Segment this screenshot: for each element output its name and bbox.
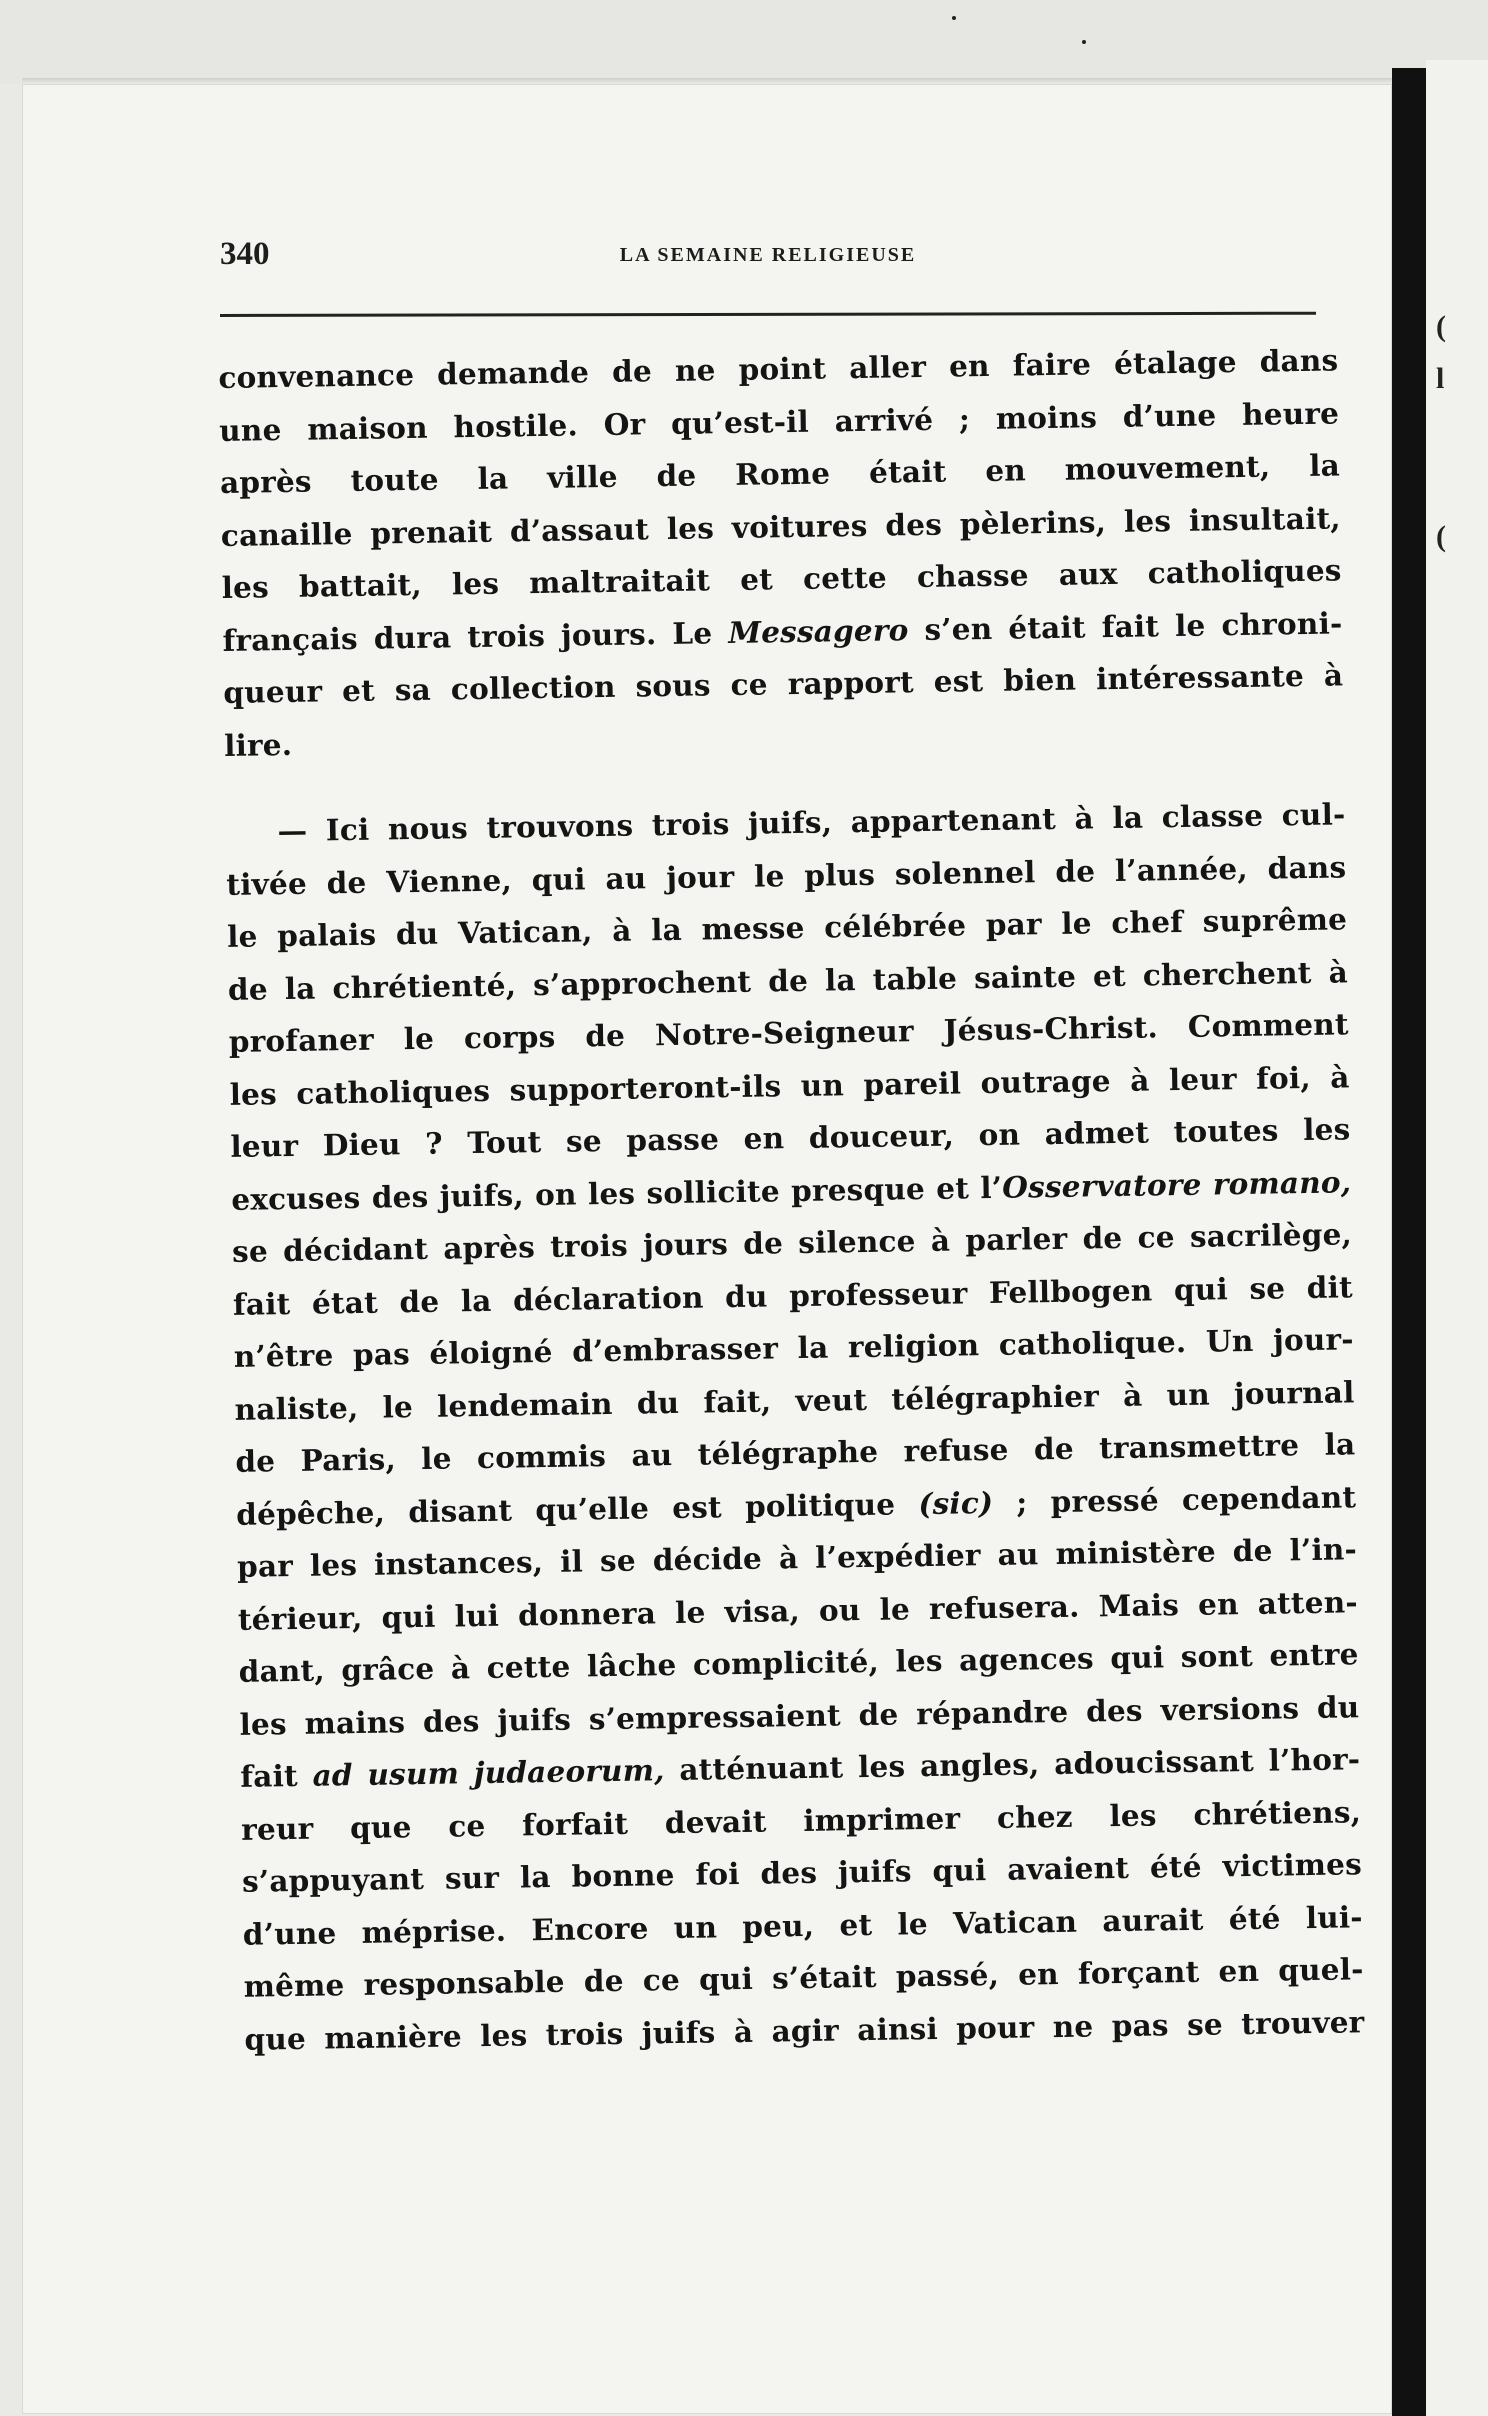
text-line: une maison hostile. Or qu’est-il arrivé ; moins d’une heure	[218, 394, 1340, 448]
text-run: excuses des juifs, on les sollicite presque et l’	[231, 1169, 1003, 1217]
text-line: d’une méprise. Encore un peu, et le Vatican aurait été lui-	[242, 1898, 1363, 1952]
text-line: les battait, les maltraitait et cette chasse aux catholiques	[221, 552, 1342, 605]
text-line: naliste, le lendemain du fait, veut télégraphier à un journal	[234, 1373, 1355, 1427]
text-line: convenance demande de ne point aller en faire étalage dans	[218, 342, 1339, 395]
italic-title: Messagero	[728, 611, 909, 650]
text-line: fait état de la déclaration du professeur Fellbogen qui se dit	[232, 1268, 1354, 1322]
facing-page-fragment: (	[1436, 520, 1446, 553]
paragraph-2	[225, 788, 1365, 2065]
text-run: ; pressé cependant	[992, 1478, 1357, 1520]
text-run: français dura trois jours. Le	[222, 614, 729, 658]
text-line: tivée de Vienne, qui au jour le plus solennel de l’année, dans	[226, 848, 1347, 902]
text-line: le palais du Vatican, à la messe célébrée par le chef suprême	[226, 901, 1348, 954]
italic-sic: (sic)	[918, 1484, 994, 1521]
text-line: térieur, qui lui donnera le visa, ou le refusera. Mais en atten-	[237, 1583, 1359, 1637]
scan-margin-top	[0, 0, 1488, 84]
text-line: se décidant après trois jours de silence à parler de ce sacrilège,	[231, 1216, 1353, 1269]
facing-page-fragment: (	[1436, 310, 1446, 343]
facing-page-edge	[1426, 60, 1488, 2416]
text-run: dépêche, disant qu’elle est politique	[235, 1485, 919, 1532]
text-line: s’appuyant sur la bonne foi des juifs qui avaient été victimes	[241, 1846, 1363, 1899]
text-line: dant, grâce à cette lâche complicité, les agences qui sont entre	[238, 1636, 1359, 1689]
text-line: lire.	[223, 726, 293, 763]
text-line: canaille prenait d’assaut les voitures des pèlerins, les insultait,	[220, 499, 1342, 553]
facing-page-fragment: l	[1436, 362, 1445, 395]
text-line: par les instances, il se décide à l’expédier au ministère de l’in-	[236, 1531, 1358, 1584]
text-line: les catholiques supporteront-ils un pareil outrage à leur foi, à	[229, 1058, 1350, 1112]
scan-speck	[952, 16, 956, 20]
text-line: — Ici nous trouvons trois juifs, appartenant à la classe cul-	[277, 796, 1346, 849]
text-line: après toute la ville de Rome était en mouvement, la	[219, 447, 1341, 500]
text-line: reur que ce forfait devait imprimer chez les chrétiens,	[240, 1793, 1362, 1847]
italic-latin: ad usum judaeorum,	[312, 1752, 665, 1793]
text-line: profaner le corps de Notre-Seigneur Jésus-Christ. Comment	[228, 1006, 1349, 1059]
text-line: de Paris, le commis au télégraphe refuse de transmettre la	[235, 1426, 1356, 1479]
scan-speck	[1082, 40, 1086, 44]
page-header	[220, 236, 1316, 286]
text-run: atténuant les angles, adoucissant l’hor-	[664, 1741, 1361, 1788]
text-line: même responsable de ce qui s’était passé, en forçant en quel-	[243, 1951, 1364, 2004]
text-line: leur Dieu ? Tout se passe en douceur, on admet toutes les	[230, 1111, 1351, 1164]
text-run: s’en était fait le chroni-	[908, 604, 1343, 647]
running-head: LA SEMAINE RELIGIEUSE	[619, 244, 917, 266]
text-line: les mains des juifs s’empressaient de répandre des versions du	[239, 1688, 1360, 1742]
body-text	[218, 334, 1365, 2065]
text-line: n’être pas éloigné d’embrasser la religion catholique. Un jour-	[233, 1321, 1354, 1374]
text-run: fait	[240, 1757, 313, 1794]
italic-title: Osservatore romano,	[1001, 1163, 1352, 1205]
paragraph-1	[218, 334, 1344, 772]
text-line: queur et sa collection sous ce rapport est bien intéressante à	[223, 657, 1344, 710]
page-number: 340	[220, 236, 270, 272]
book-gutter	[1392, 68, 1426, 2416]
text-line: que manière les trois juifs à agir ainsi pour ne pas se trouver	[244, 2003, 1365, 2057]
text-line: de la chrétienté, s’approchent de la table sainte et cherchent à	[227, 953, 1349, 1007]
